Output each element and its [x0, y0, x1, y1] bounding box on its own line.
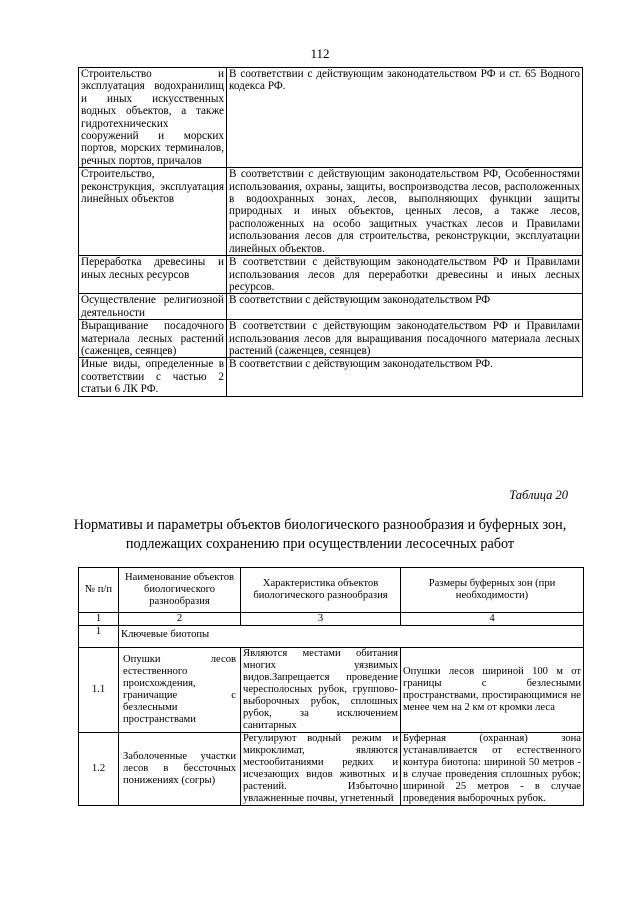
table-row	[79, 320, 583, 358]
column-header: Размеры буферных зон (при необходимости)	[401, 568, 584, 613]
activity-cell: Иные виды, определенные в соответствии с частью 2 статьи 6 ЛК РФ.	[79, 358, 227, 396]
requirement-cell: В соответствии с действующим законодательством РФ	[227, 294, 583, 320]
column-number: 1	[79, 613, 119, 626]
section-number: 1	[79, 626, 119, 648]
requirement-cell: В соответствии с действующим законодательством РФ и Правилами использования лесов для выращивания посадочного материала лесных растений (саженцев, сеянцев)	[227, 320, 583, 358]
biodiversity-table	[78, 567, 584, 806]
table-row	[79, 294, 583, 320]
object-name: Опушки лесов естественного происхождения, граничащие с безлесными пространствами	[119, 648, 241, 733]
requirement-cell: В соответствии с действующим законодательством РФ.	[227, 358, 583, 396]
table-row	[79, 733, 584, 806]
buffer-zone: Опушки лесов шириной 100 м от границы с безлесными пространствами, простирающимися не менее чем на 2 км от кромки леса	[401, 648, 584, 733]
column-number-row	[79, 613, 584, 626]
table-title: Нормативы и параметры объектов биологического разнообразия и буферных зон, подлежащих сохранению при осуществлении лесосечных работ	[73, 517, 567, 552]
table-row	[79, 256, 583, 294]
activity-cell: Строительство, реконструкция, эксплуатация линейных объектов	[79, 168, 227, 256]
activity-cell: Строительство и эксплуатация водохранилищ и иных искусственных водных объектов, а также гидротехнических сооружений и морских портов, морских терминалов, речных портов, причалов	[79, 68, 227, 168]
table-row	[79, 358, 583, 396]
table-row	[79, 168, 583, 256]
section-label: Ключевые биотопы	[119, 626, 584, 648]
row-number: 1.1	[79, 648, 119, 733]
column-number: 3	[241, 613, 401, 626]
land-use-requirements-table	[78, 67, 583, 397]
buffer-zone: Буферная (охранная) зона устанавливается от естественного контура биотопа: шириной 50 метров - в случае проведения сплошных рубок; шириной 25 метров - в случае проведения выборочных рубок.	[401, 733, 584, 806]
page-number: 112	[310, 46, 330, 61]
table-row	[79, 68, 583, 168]
object-characteristic: Являются местами обитания многих уязвимых видов.Запрещается проведение чересполосных рубок, группово-выборочных рубок, сплошных рубок, за исключением санитарных	[241, 648, 401, 733]
table-row	[79, 648, 584, 733]
activity-cell: Осуществление религиозной деятельности	[79, 294, 227, 320]
column-number: 4	[401, 613, 584, 626]
column-header: Характеристика объектов биологического разнообразия	[241, 568, 401, 613]
requirement-cell: В соответствии с действующим законодательством РФ и Правилами использования лесов для переработки древесины и иных лесных ресурсов.	[227, 256, 583, 294]
object-characteristic: Регулируют водный режим и микроклимат, являются местообитаниями редких и исчезающих видов животных и растений. Избыточно увлажненные почвы, угнетенный	[241, 733, 401, 806]
activity-cell: Выращивание посадочного материала лесных растений (саженцев, сеянцев)	[79, 320, 227, 358]
activity-cell: Переработка древесины и иных лесных ресурсов	[79, 256, 227, 294]
section-row	[79, 626, 584, 648]
object-name: Заболоченные участки лесов в бессточных понижениях (согры)	[119, 733, 241, 806]
requirement-cell: В соответствии с действующим законодательством РФ, Особенностями использования, охраны, защиты, воспроизводства лесов, расположенных в водоохранных зонах, лесов, выполняющих функции защиты природных и иных объектов, ценных лесов, а также лесов, расположенных на особо защитных участках лесов и Правилами использования лесов для строительства, реконструкции, эксплуатации линейных объектов.	[227, 168, 583, 256]
row-number: 1.2	[79, 733, 119, 806]
column-number: 2	[119, 613, 241, 626]
requirement-cell: В соответствии с действующим законодательством РФ и ст. 65 Водного кодекса РФ.	[227, 68, 583, 168]
column-header: Наименование объектов биологического разнообразия	[119, 568, 241, 613]
table-caption: Таблица 20	[509, 488, 568, 502]
column-header: № п/п	[79, 568, 119, 613]
header-row	[79, 568, 584, 613]
